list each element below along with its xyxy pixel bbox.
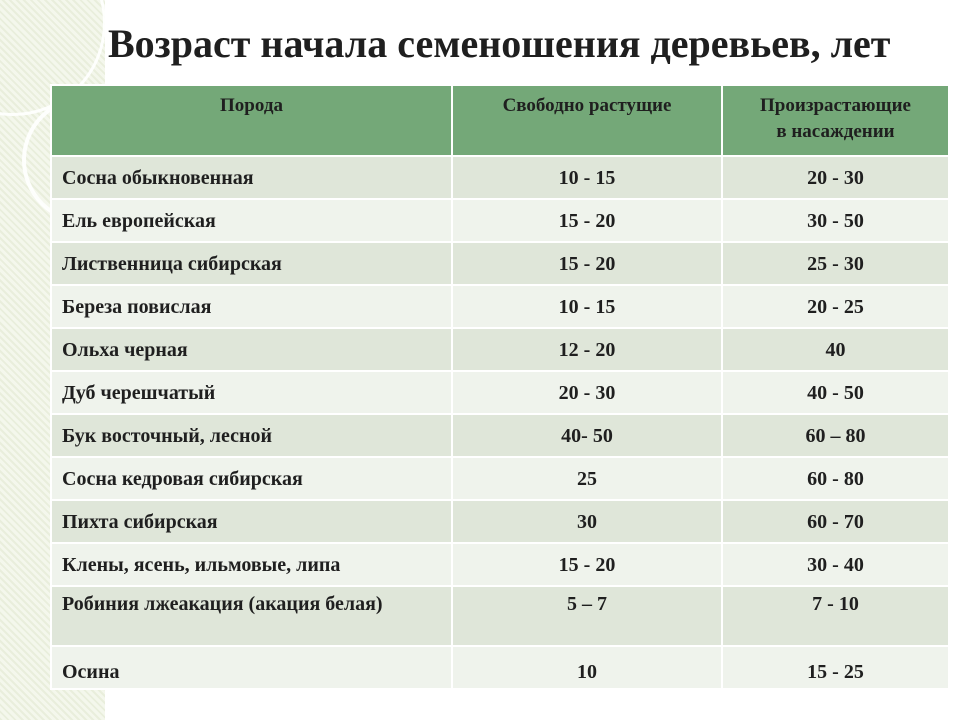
cell-free-growing: 40- 50 (452, 414, 722, 457)
table-row (51, 500, 949, 543)
table-row (51, 414, 949, 457)
cell-species: Береза повислая (51, 285, 452, 328)
cell-in-plantation: 20 - 25 (722, 285, 949, 328)
cell-free-growing: 15 - 20 (452, 543, 722, 586)
cell-in-plantation: 60 - 70 (722, 500, 949, 543)
cell-free-growing: 12 - 20 (452, 328, 722, 371)
cell-free-growing: 10 (452, 646, 722, 689)
cell-free-growing: 20 - 30 (452, 371, 722, 414)
cell-species: Клены, ясень, ильмовые, липа (51, 543, 452, 586)
cell-in-plantation: 25 - 30 (722, 242, 949, 285)
header-free-growing: Свободно растущие (452, 85, 722, 156)
cell-free-growing: 25 (452, 457, 722, 500)
cell-species: Сосна кедровая сибирская (51, 457, 452, 500)
cell-free-growing: 15 - 20 (452, 242, 722, 285)
cell-species: Осина (51, 646, 452, 689)
cell-species: Ель европейская (51, 199, 452, 242)
cell-species: Дуб черешчатый (51, 371, 452, 414)
table-row (51, 199, 949, 242)
cell-free-growing: 30 (452, 500, 722, 543)
cell-in-plantation: 30 - 50 (722, 199, 949, 242)
cell-free-growing: 10 - 15 (452, 285, 722, 328)
cell-in-plantation: 15 - 25 (722, 646, 949, 689)
cell-species: Ольха черная (51, 328, 452, 371)
cell-species: Бук восточный, лесной (51, 414, 452, 457)
table-row (51, 543, 949, 586)
header-in-plantation: Произрастающие в насаждении (722, 85, 949, 156)
cell-species: Робиния лжеакация (акация белая) (51, 586, 452, 646)
cell-in-plantation: 60 – 80 (722, 414, 949, 457)
cell-free-growing: 15 - 20 (452, 199, 722, 242)
table-row (51, 371, 949, 414)
table-row (51, 457, 949, 500)
table-row (51, 156, 949, 199)
table-row (51, 285, 949, 328)
table-row (51, 328, 949, 371)
table-row (51, 586, 949, 646)
cell-in-plantation: 20 - 30 (722, 156, 949, 199)
cell-species: Сосна обыкновенная (51, 156, 452, 199)
header-species: Порода (51, 85, 452, 156)
cell-in-plantation: 60 - 80 (722, 457, 949, 500)
table-row (51, 646, 949, 689)
slide-title: Возраст начала семеношения деревьев, лет (108, 21, 891, 66)
seed-age-table (50, 84, 950, 690)
table-row (51, 242, 949, 285)
cell-in-plantation: 40 (722, 328, 949, 371)
table-header-row (51, 85, 949, 156)
cell-species: Пихта сибирская (51, 500, 452, 543)
cell-in-plantation: 30 - 40 (722, 543, 949, 586)
cell-species: Лиственница сибирская (51, 242, 452, 285)
cell-free-growing: 10 - 15 (452, 156, 722, 199)
cell-free-growing: 5 – 7 (452, 586, 722, 646)
cell-in-plantation: 7 - 10 (722, 586, 949, 646)
cell-in-plantation: 40 - 50 (722, 371, 949, 414)
